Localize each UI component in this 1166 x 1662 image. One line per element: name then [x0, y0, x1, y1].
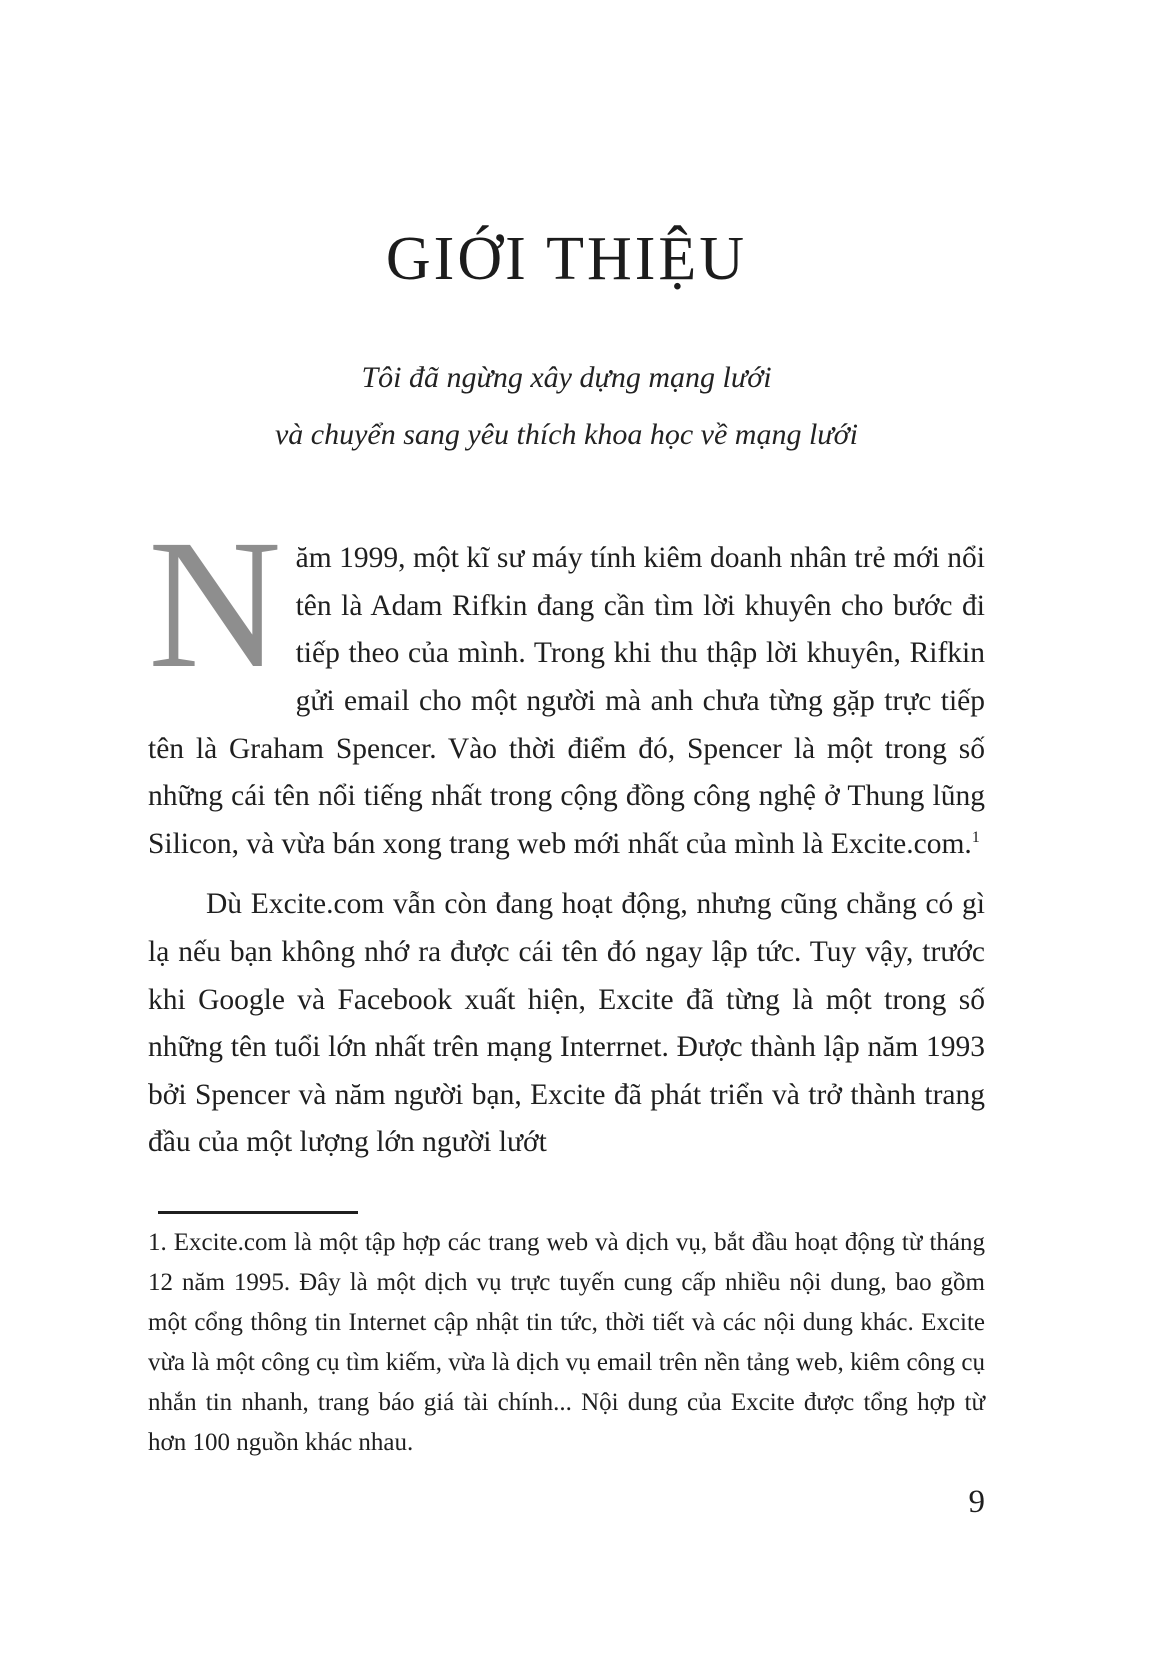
footnote-divider [158, 1211, 358, 1214]
dropcap-letter: N [148, 502, 282, 708]
epigraph [148, 349, 985, 463]
text-column [148, 0, 985, 1488]
paragraph-1-text: ăm 1999, một kĩ sư máy tính kiêm doanh nhân trẻ mới nổi tên là Adam Rifkin đang cần tìm lời khuyên cho bước đi tiếp theo của mình. Trong khi thu thập lời khuyên, Rifkin gửi email cho một người mà anh chưa từng gặp trực tiếp tên là Graham Spencer. Vào thời điểm đó, Spencer là một trong số những cái tên nổi tiếng nhất trong cộng đồng công nghệ ở Thung lũng Silicon, và vừa bán xong trang web mới nhất của mình là Excite.com. [148, 542, 985, 860]
paragraph-2: Dù Excite.com vẫn còn đang hoạt động, nhưng cũng chẳng có gì lạ nếu bạn không nhớ ra được cái tên đó ngay lập tức. Tuy vậy, trước khi Google và Facebook xuất hiện, Excite đã từng là một trong số những tên tuổi lớn nhất trên mạng Interrnet. Được thành lập năm 1993 bởi Spencer và năm người bạn, Excite đã phát triển và trở thành trang đầu của một lượng lớn người lướt [148, 888, 985, 1159]
epigraph-line-2: và chuyển sang yêu thích khoa học về mạng lưới [274, 418, 859, 452]
chapter-title: GIỚI THIỆU [385, 225, 748, 293]
footnote-reference-superscript: 1 [971, 827, 980, 846]
footnote-text: 1. Excite.com là một tập hợp các trang web và dịch vụ, bắt đầu hoạt động từ tháng 12 năm 1995. Đây là một dịch vụ trực tuyến cung cấp nhiều nội dung, bao gồm một cổng thông tin Internet cập nhật tin tức, thời tiết và các nội dung khác. Excite vừa là một công cụ tìm kiếm, vừa là dịch vụ email trên nền tảng web, kiêm công cụ nhắn tin nhanh, trang báo giá tài chính... Nội dung của Excite được tổng hợp từ hơn 100 nguồn khác nhau. [148, 1228, 985, 1456]
page-number: 9 [968, 1484, 985, 1520]
epigraph-line-1: Tôi đã ngừng xây dựng mạng lưới [361, 361, 772, 395]
paragraph-1 [148, 502, 985, 868]
